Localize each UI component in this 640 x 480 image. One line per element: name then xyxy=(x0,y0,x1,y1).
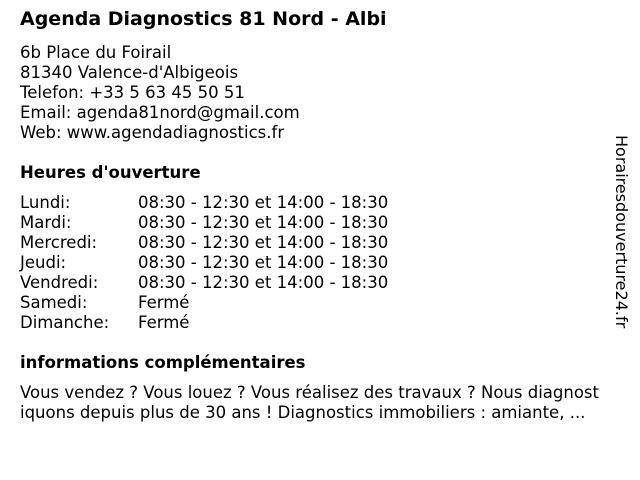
address-block xyxy=(20,43,300,143)
watermark-text: Horairesdouverture24.fr xyxy=(612,135,631,329)
email-address: Email: agenda81nord@gmail.com xyxy=(20,103,300,122)
site-watermark xyxy=(612,135,632,345)
day-hours: 08:30 - 12:30 et 14:00 - 18:30 xyxy=(138,253,389,272)
day-hours: 08:30 - 12:30 et 14:00 - 18:30 xyxy=(138,273,389,292)
day-hours: 08:30 - 12:30 et 14:00 - 18:30 xyxy=(138,213,389,232)
info-line: iquons depuis plus de 30 ans ! Diagnostics immobiliers : amiante, ... xyxy=(20,403,586,422)
day-label: Dimanche: xyxy=(20,313,110,332)
day-label: Jeudi: xyxy=(20,253,67,272)
day-label: Mardi: xyxy=(20,213,72,232)
street-address: 6b Place du Foirail xyxy=(20,43,172,62)
day-label: Mercredi: xyxy=(20,233,98,252)
business-title: Agenda Diagnostics 81 Nord - Albi xyxy=(20,8,387,30)
day-hours: 08:30 - 12:30 et 14:00 - 18:30 xyxy=(138,233,389,252)
additional-info-text xyxy=(20,383,632,423)
opening-hours-heading: Heures d'ouverture xyxy=(20,163,201,182)
phone-number: Telefon: +33 5 63 45 50 51 xyxy=(20,83,245,102)
additional-info-heading: informations complémentaires xyxy=(20,353,306,372)
day-hours: 08:30 - 12:30 et 14:00 - 18:30 xyxy=(138,193,389,212)
day-label: Lundi: xyxy=(20,193,71,212)
day-hours: Fermé xyxy=(138,293,190,312)
day-label: Vendredi: xyxy=(20,273,99,292)
day-hours: Fermé xyxy=(138,313,190,332)
city-postcode: 81340 Valence-d'Albigeois xyxy=(20,63,239,82)
day-label: Samedi: xyxy=(20,293,88,312)
info-line: Vous vendez ? Vous louez ? Vous réalisez des travaux ? Nous diagnost xyxy=(20,383,599,402)
website-address: Web: www.agendadiagnostics.fr xyxy=(20,123,285,142)
